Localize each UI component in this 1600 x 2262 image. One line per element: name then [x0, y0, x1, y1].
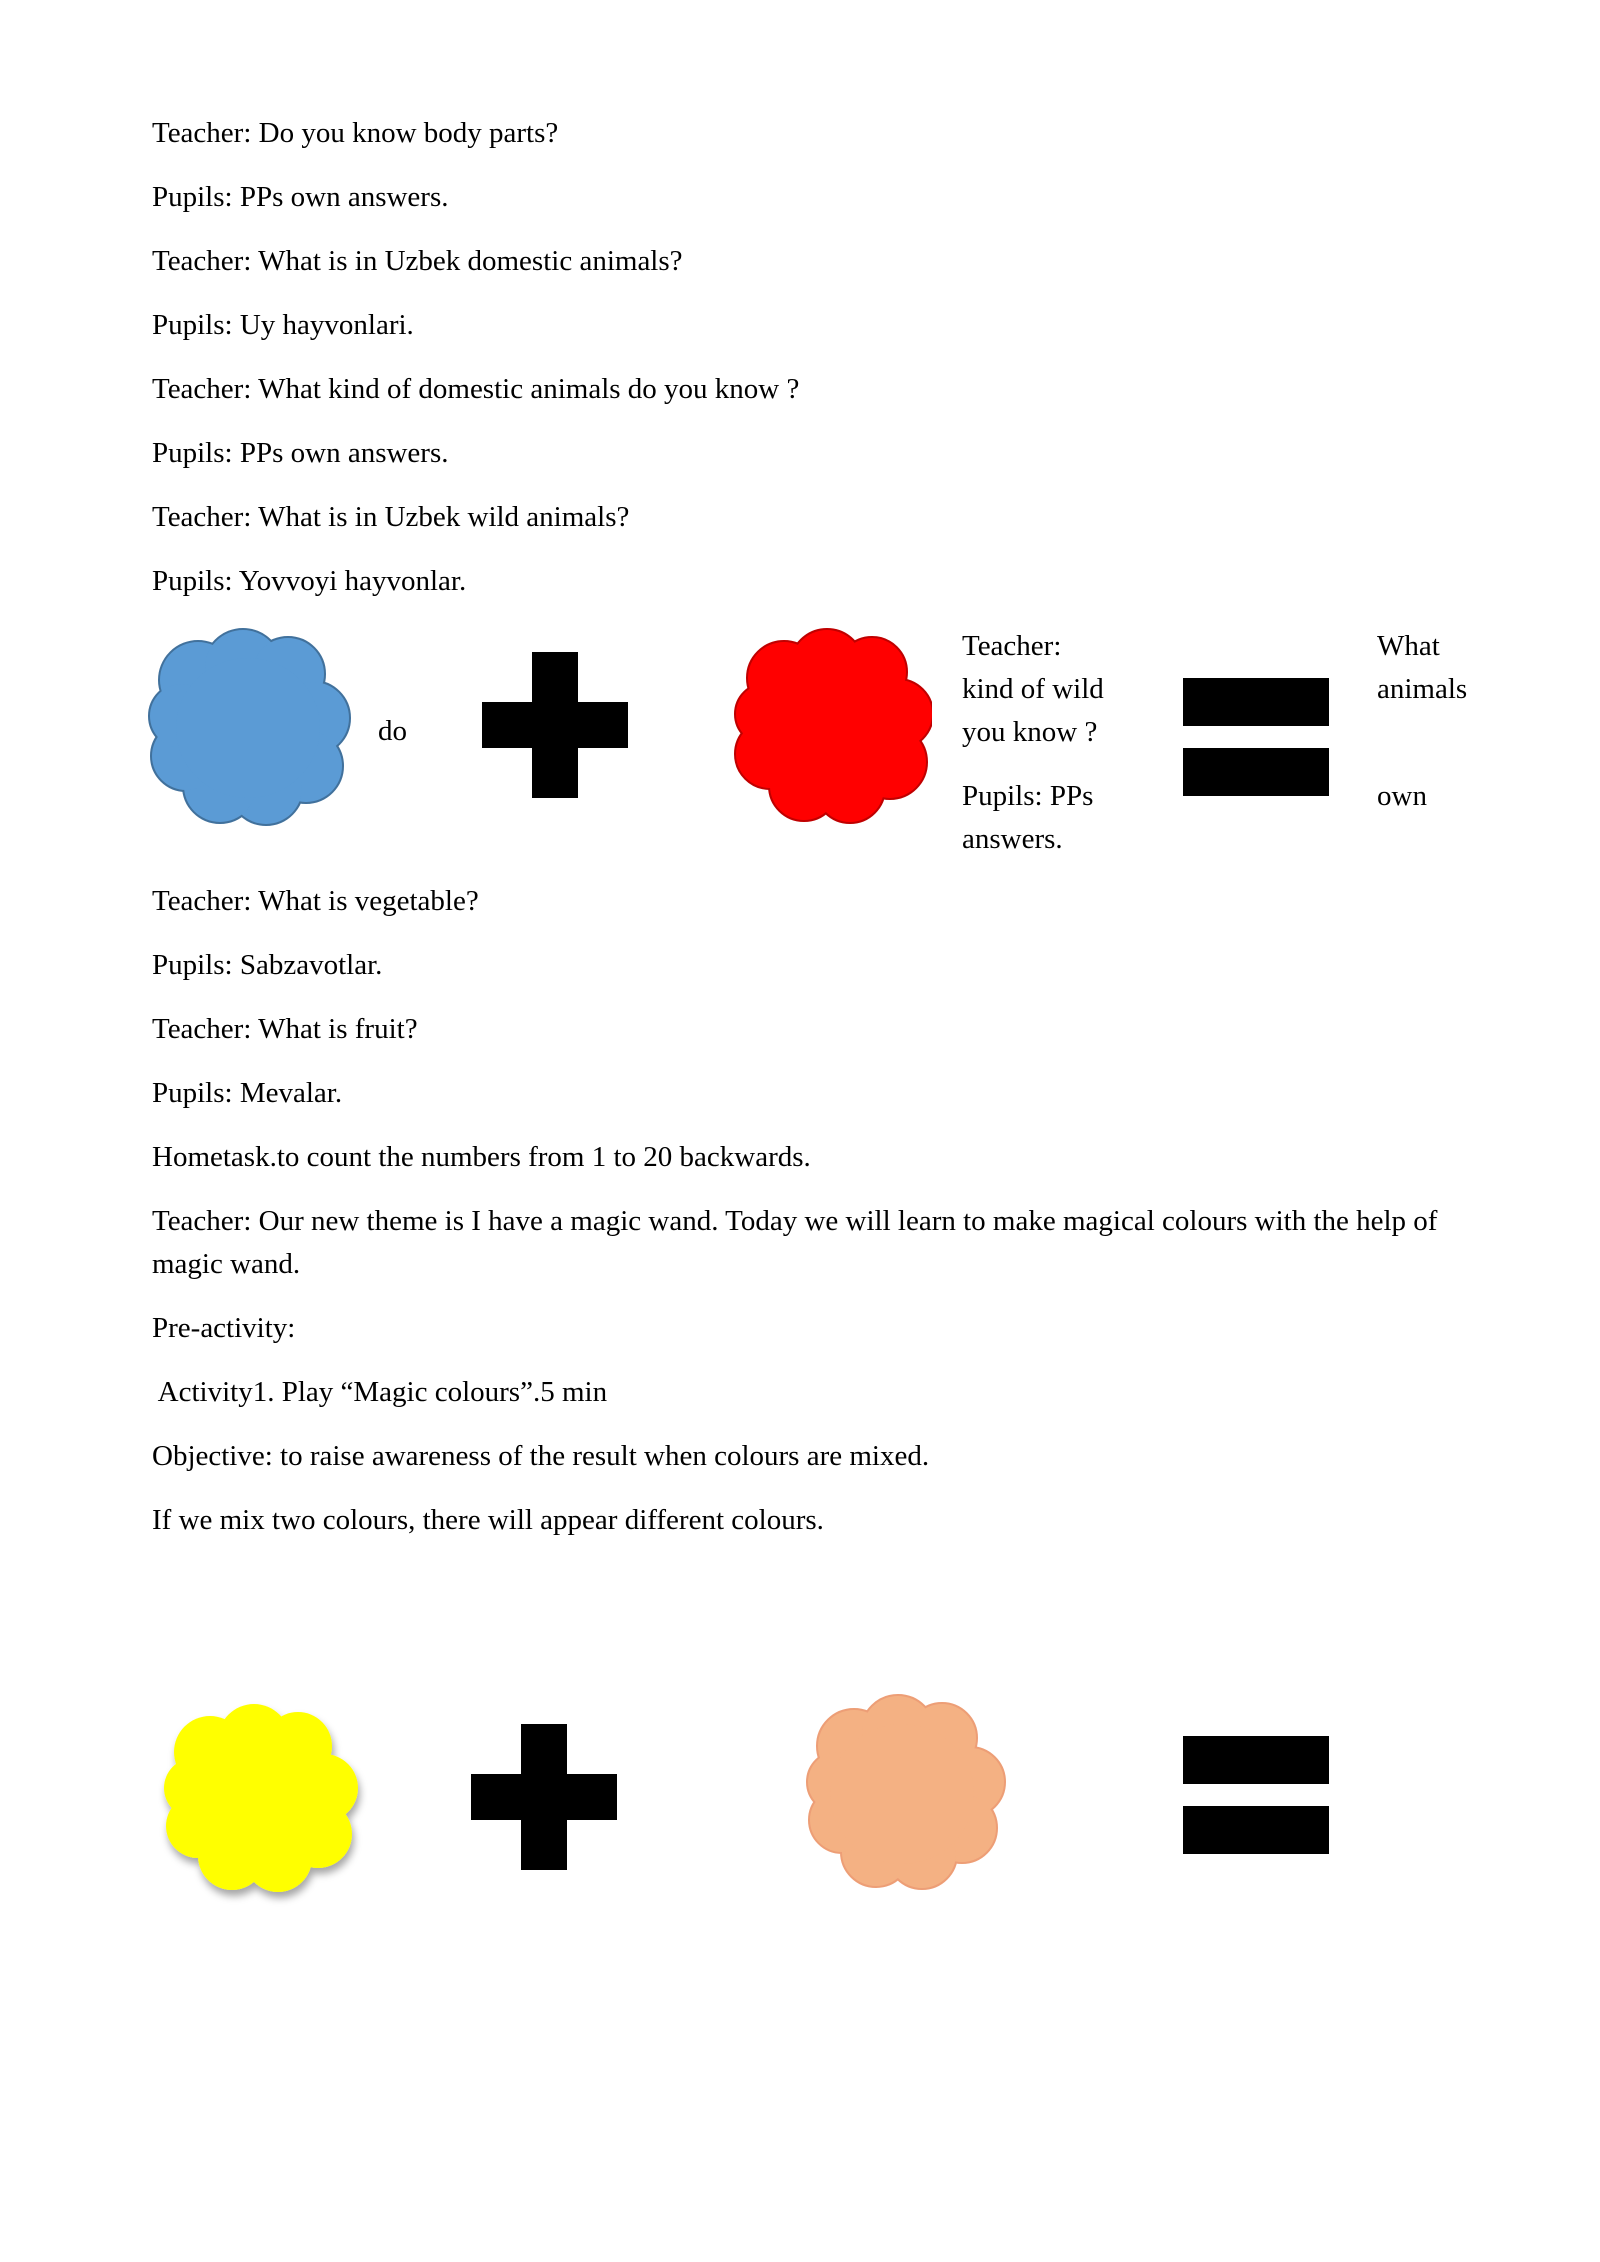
right-col-line: What	[1377, 630, 1440, 662]
dialogue-line: Pupils: PPs own answers.	[152, 181, 449, 213]
dialogue-line: Pupils: PPs own answers.	[152, 437, 449, 469]
right-col-line: animals	[1377, 673, 1468, 705]
dialogue-line: Teacher: What kind of domestic animals do you know ?	[152, 373, 800, 405]
equals-sign-icon	[1183, 678, 1329, 798]
pupils-col-line: Pupils: PPs	[962, 780, 1094, 812]
equals-sign-icon	[1183, 1736, 1329, 1856]
dialogue-line: Teacher: What is in Uzbek domestic animals?	[152, 245, 683, 277]
word-do: do	[378, 715, 407, 747]
dialogue-line: Teacher: What is fruit?	[152, 1013, 418, 1045]
plus-sign-icon	[482, 652, 628, 798]
teacher-col-line: Teacher:	[962, 630, 1062, 662]
peach-cloud-shape	[802, 1692, 1012, 1902]
teacher-col-line: kind of wild	[962, 673, 1104, 705]
red-cloud-shape	[732, 628, 932, 828]
dialogue-line: Teacher: Do you know body parts?	[152, 117, 559, 149]
hometask-line: Hometask.to count the numbers from 1 to 20 backwards.	[152, 1141, 811, 1173]
plus-sign-icon	[471, 1724, 617, 1870]
objective-line: Objective: to raise awareness of the result when colours are mixed.	[152, 1440, 930, 1472]
dialogue-line: Pupils: Mevalar.	[152, 1077, 343, 1109]
pre-activity-heading: Pre-activity:	[152, 1312, 296, 1344]
dialogue-line: Pupils: Sabzavotlar.	[152, 949, 383, 981]
blue-cloud-shape	[148, 628, 353, 828]
dialogue-line: Pupils: Yovvoyi hayvonlar.	[152, 565, 467, 597]
dialogue-line: Teacher: What is vegetable?	[152, 885, 479, 917]
right-col-line: own	[1377, 780, 1427, 812]
theme-paragraph: Teacher: Our new theme is I have a magic wand. Today we will learn to make magical colours with the help of magic wand.	[152, 1205, 1438, 1280]
teacher-col-line: you know ?	[962, 716, 1098, 748]
pupils-col-line: answers.	[962, 823, 1063, 855]
dialogue-line: Teacher: What is in Uzbek wild animals?	[152, 501, 630, 533]
dialogue-line: Pupils: Uy hayvonlari.	[152, 309, 414, 341]
activity-line: Activity1. Play “Magic colours”.5 min	[152, 1376, 608, 1408]
instruction-line: If we mix two colours, there will appear different colours.	[152, 1504, 824, 1536]
yellow-cloud-shape	[158, 1700, 368, 1910]
